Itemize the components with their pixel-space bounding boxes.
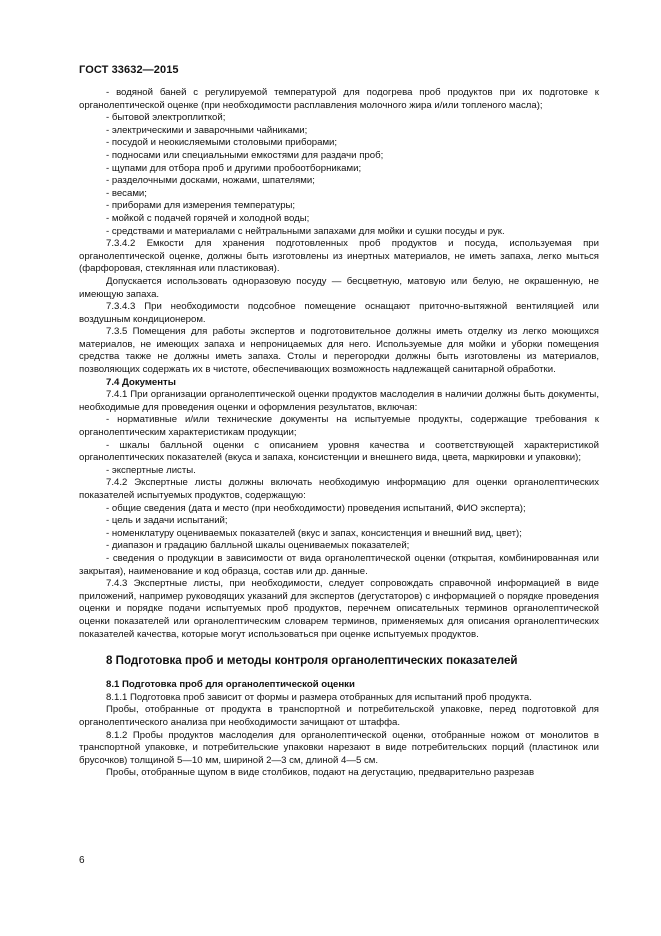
subheading-sample-prep: 8.1 Подготовка проб для органолептической оценки (106, 679, 355, 691)
list-item: - электрическими и заварочными чайниками; (106, 124, 308, 136)
list-item: - щупами для отбора проб и другими пробоотборниками; (106, 162, 362, 174)
paragraph: Пробы, отобранные от продукта в транспортной и потребительской упаковке, перед подготовкой для органолептического анализа при необходимости зачищают от штаффа. (79, 704, 599, 728)
list-item: - разделочными досками, ножами, шпателями; (106, 175, 315, 187)
paragraph: 7.4.2 Экспертные листы должны включать необходимую информацию для оценки органолептических показателей испытуемых продуктов, содержащую: (79, 477, 599, 501)
document-body (79, 87, 599, 780)
paragraph: 7.4.1 При организации органолептической оценки продуктов маслоделия в наличии должны быть документы, необходимые для проведения оценки и оформления результатов, включая: (79, 389, 599, 413)
paragraph: 8.1.1 Подготовка проб зависит от формы и размера отобранных для испытаний проб продукта. (106, 691, 532, 703)
list-item: - приборами для измерения температуры; (106, 200, 296, 212)
list-item: - мойкой с подачей горячей и холодной воды; (106, 212, 310, 224)
subheading-documents: 7.4 Документы (106, 376, 176, 388)
page-number: 6 (79, 855, 85, 866)
list-item: - бытовой электроплиткой; (106, 112, 226, 124)
list-item: - сведения о продукции в зависимости от вида органолептической оценки (открытая, комбинированная или закрытая), наименование и код образца, состав или др. данные. (79, 552, 599, 577)
list-item: - весами; (106, 187, 147, 199)
list-item: - цель и задачи испытаний; (106, 515, 228, 527)
list-item: - средствами и материалами с нейтральными запахами для мойки и сушки посуды и рук. (106, 225, 505, 237)
list-item: - номенклатуру оцениваемых показателей (вкус и запах, консистенция и внешний вид, цвет); (106, 527, 522, 539)
list-item: - нормативные и/или технические документы на испытуемые продукты, содержащие требования к органолептическим характеристикам продукции; (79, 414, 599, 439)
list-item: - общие сведения (дата и место (при необходимости) проведения испытаний, ФИО эксперта); (106, 502, 526, 514)
list-item: - подносами или специальными емкостями для раздачи проб; (106, 149, 384, 161)
paragraph: Пробы, отобранные щупом в виде столбиков, подают на дегустацию, предварительно разрезав (106, 767, 535, 779)
paragraph: 7.4.3 Экспертные листы, при необходимости, следует сопровождать справочной информацией в виде приложений, например руководящих указаний для экспертов (дегустаторов) с информацией о порядке проведения оценки и порядке подачи испытуемых проб продуктов, перечнем описательных терминов органолептической оценки показателей или органолептическим словарем терминов, применяемых для описания органолептических показателей качества, которые могут использоваться при оценке испытуемых продуктов. (79, 578, 599, 640)
list-item: - экспертные листы. (106, 464, 196, 476)
section-heading: 8 Подготовка проб и методы контроля органолептических показателей (106, 654, 518, 668)
paragraph: 8.1.2 Пробы продуктов маслоделия для органолептической оценки, отобранные ножом от монолитов в транспортной упаковке, и потребительские упаковки нарезают в виде потребительских порций (пластинок или брусочков) толщиной 5—10 мм, шириной 2—3 см, длиной 4—5 см. (79, 729, 599, 766)
paragraph: Допускается использовать одноразовую посуду — бесцветную, матовую или белую, не окрашенную, не имеющую запаха. (79, 275, 599, 300)
document-header: ГОСТ 33632—2015 (79, 64, 179, 76)
paragraph: 7.3.4.3 При необходимости подсобное помещение оснащают приточно-вытяжной вентиляцией или воздушным кондиционером. (79, 301, 599, 325)
paragraph: 7.3.4.2 Емкости для хранения подготовленных проб продуктов и посуда, используемая при органолептической оценке, должны быть изготовлены из инертных материалов, не иметь запаха, легко мыться (фарфоровая, стеклянная или пластиковая). (79, 238, 599, 275)
paragraph: - водяной баней с регулируемой температурой для подогрева проб продуктов при их подготовке к органолептической оценке (при необходимости расплавления молочного жира и/или топленого масла); (79, 87, 599, 111)
list-item: - шкалы балльной оценки с описанием уровня качества и соответствующей характеристикой органолептических показателей (вкуса и запаха, консистенции и внешнего вида, цвета, маркировки и упаковки); (79, 439, 599, 464)
list-item: - посудой и неокисляемыми столовыми приборами; (106, 137, 338, 149)
paragraph: 7.3.5 Помещения для работы экспертов и подготовительное должны иметь отделку из легко моющихся материалов, не имеющих запаха и непроницаемых для него. Используемые для мойки и уборки помещения средства также не должны иметь запаха. Столы и перегородки должны быть изготовлены из материалов, позволяющих содержать их в чистоте, обеспечивающих возможность надлежащей санитарной обработки. (79, 326, 599, 376)
list-item: - диапазон и градацию балльной шкалы оцениваемых показателей; (106, 540, 410, 552)
